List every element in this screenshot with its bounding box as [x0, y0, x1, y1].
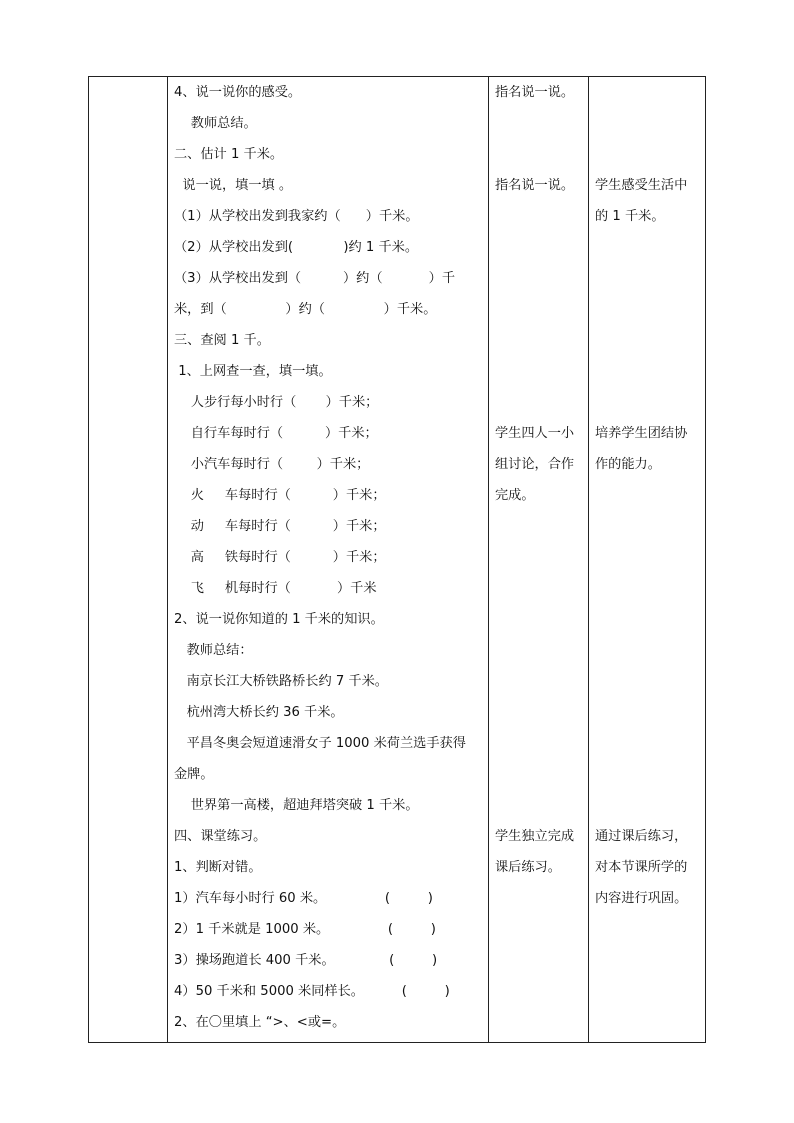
activity-line: 学生四人一小: [495, 426, 575, 441]
content-line: 教师总结：: [174, 643, 253, 658]
content-line: 1、判断对错。: [174, 860, 262, 875]
content-line: 3）操场跑道长 400 千米。 ( ): [174, 953, 438, 968]
activity-line: 课后练习。: [495, 860, 561, 875]
content-line: 平昌冬奥会短道速滑女子 1000 米荷兰选手获得: [174, 736, 466, 751]
intent-line: 对本节课所学的: [595, 860, 688, 875]
content-line: 人步行每小时行（ ）千米；: [174, 395, 379, 410]
content-line: （3）从学校出发到（ ）约（ ）千: [174, 271, 456, 286]
content-line: 4）50 千米和 5000 米同样长。 ( ): [174, 984, 450, 999]
intent-line: 通过课后练习，: [595, 829, 688, 844]
content-line: 动 车每时行（ ）千米；: [174, 519, 386, 534]
section-heading: 二、估计 1 千米。: [174, 147, 284, 162]
activity-line: 组讨论，合作: [495, 457, 575, 472]
content-line: 教师总结。: [174, 116, 257, 131]
content-line: 杭州湾大桥长约 36 千米。: [174, 705, 344, 720]
activity-line: 指名说一说。: [495, 178, 575, 193]
intent-line: 作的能力。: [595, 457, 661, 472]
content-line: 2、说一说你知道的 1 千米的知识。: [174, 612, 384, 627]
intent-line: 培养学生团结协: [595, 426, 688, 441]
section-heading: 三、查阅 1 千。: [174, 333, 270, 348]
activity-line: 完成。: [495, 488, 535, 503]
content-line: 2）1 千米就是 1000 米。 ( ): [174, 922, 436, 937]
activity-line: 指名说一说。: [495, 85, 575, 100]
content-line: 2、在〇里填上 “>、<或=。: [174, 1015, 346, 1030]
content-line: 飞 机每时行（ ）千米: [174, 581, 377, 596]
intent-line: 的 1 千米。: [595, 209, 665, 224]
activity-line: 学生独立完成: [495, 829, 575, 844]
section-heading: 四、课堂练习。: [174, 829, 267, 844]
content-line: 小汽车每时行（ ）千米；: [174, 457, 370, 472]
content-line: 金牌。: [174, 767, 214, 782]
column-divider: [167, 76, 168, 1043]
content-line: 米，到（ ）约（ ）千米。: [174, 302, 437, 317]
content-line: 火 车每时行（ ）千米；: [174, 488, 386, 503]
column-divider: [488, 76, 489, 1043]
content-line: （1）从学校出发到我家约（ ）千米。: [174, 209, 419, 224]
intent-line: 学生感受生活中: [595, 178, 688, 193]
content-line: 自行车每时行（ ）千米；: [174, 426, 378, 441]
column-divider: [588, 76, 589, 1043]
content-line: 南京长江大桥铁路桥长约 7 千米。: [174, 674, 388, 689]
content-line: 说一说，填一填 。: [174, 178, 293, 193]
content-line: 4、说一说你的感受。: [174, 85, 302, 100]
content-line: 1、上网查一查，填一填。: [174, 364, 332, 379]
content-line: （2）从学校出发到( )约 1 千米。: [174, 240, 419, 255]
content-line: 高 铁每时行（ ）千米；: [174, 550, 386, 565]
content-line: 世界第一高楼，超迪拜塔突破 1 千米。: [174, 798, 419, 813]
intent-line: 内容进行巩固。: [595, 891, 688, 906]
content-line: 1）汽车每小时行 60 米。 ( ): [174, 891, 433, 906]
